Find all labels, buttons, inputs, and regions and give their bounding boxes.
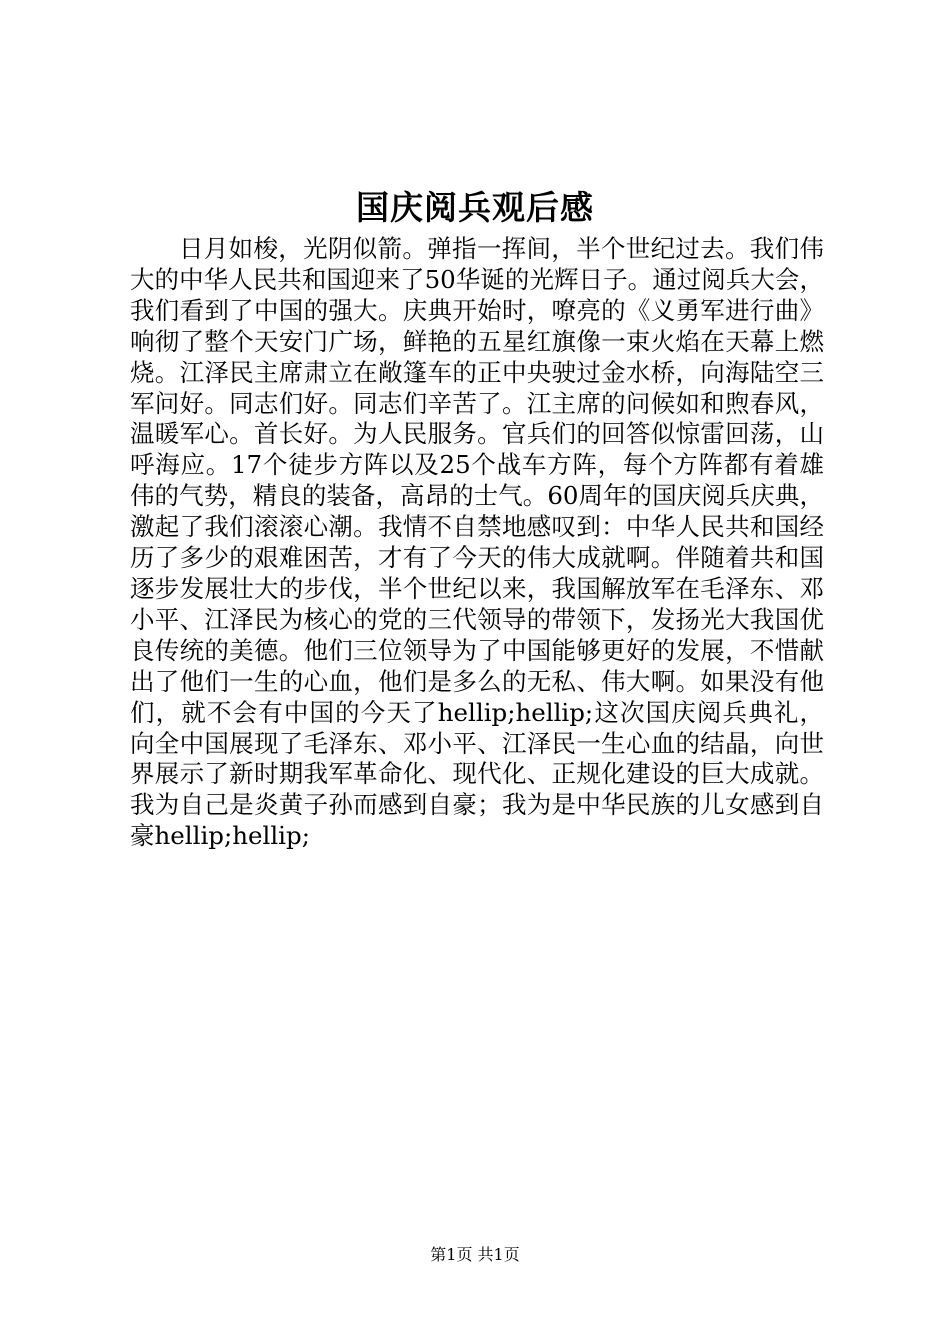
body-paragraph: 日月如梭，光阴似箭。弹指一挥间，半个世纪过去。我们伟大的中华人民共和国迎来了50华诞的光辉日子。通过阅兵大会，我们看到了中国的强大。庆典开始时，嘹亮的《义勇军进行曲》响彻了整个天安门广场，鲜艳的五星红旗像一束火焰在天幕上燃烧。江泽民主席肃立在敞篷车的正中央驶过金水桥，向海陆空三军问好。同志们好。同志们辛苦了。江主席的问候如和煦春风，温暖军心。首长好。为人民服务。官兵们的回答似惊雷回荡，山呼海应。17个徒步方阵以及25个战车方阵，每个方阵都有着雄伟的气势，精良的装备，高昂的士气。60周年的国庆阅兵庆典，激起了我们滚滚心潮。我情不自禁地感叹到：中华人民共和国经历了多少的艰难困苦，才有了今天的伟大成就啊。伴随着共和国逐步发展壮大的步伐，半个世纪以来，我国解放军在毛泽东、邓小平、江泽民为核心的党的三代领导的带领下，发扬光大我国优良传统的美德。他们三位领导为了中国能够更好的发展，不惜献出了他们一生的心血，他们是多么的无私、伟大啊。如果没有他们，就不会有中国的今天了hellip;hellip;这次国庆阅兵典礼，向全中国展现了毛泽东、邓小平、江泽民一生心血的结晶，向世界展示了新时期我军革命化、现代化、正规化建设的巨大成就。我为自己是炎黄子孙而感到自豪；我为是中华民族的儿女感到自豪hellip;hellip;: [130, 234, 824, 851]
page-footer: 第1页 共1页: [430, 1245, 520, 1264]
document-title: 国庆阅兵观后感: [356, 188, 594, 227]
